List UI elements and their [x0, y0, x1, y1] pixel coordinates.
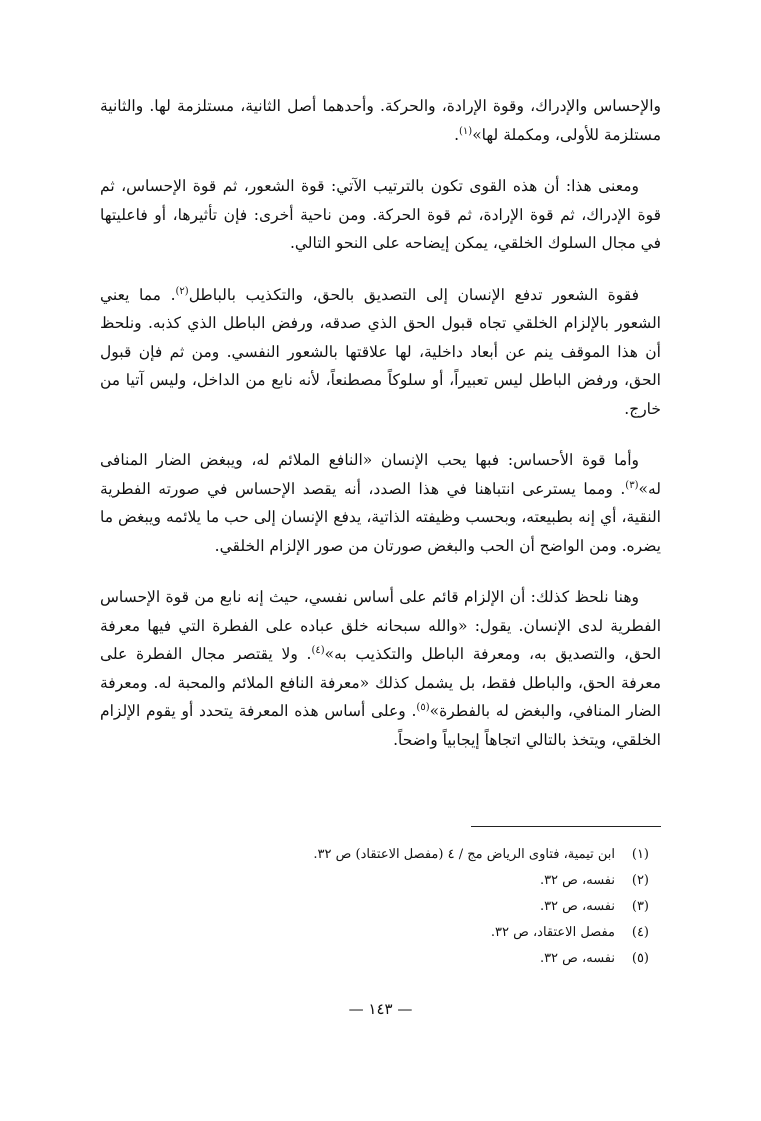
- footnote-text: نفسه، ص ٣٢.: [539, 873, 615, 888]
- paragraph-3-text: فقوة الشعور تدفع الإنسان إلى التصديق بالحق، والتكذيب بالباطل: [188, 285, 639, 304]
- paragraph-5-tail: . ولا يقتصر مجال الفطرة على معرفة الحق، والباطل فقط، بل يشمل كذلك «معرفة النافع الملائم والمحبة له. ومعرفة الضار المنافي، والبغض له بالفطرة»: [100, 645, 661, 720]
- footnote-item: [100, 868, 649, 894]
- footnote-divider: [471, 826, 661, 827]
- paragraph-4: [100, 446, 661, 560]
- footnote-ref-3[interactable]: (٣): [625, 479, 639, 491]
- footnote-item: [100, 920, 649, 946]
- paragraph-5: [100, 583, 661, 754]
- footnote-item: [100, 946, 649, 972]
- footnote-text: نفسه، ص ٣٢.: [539, 899, 615, 914]
- page-number: — ١٤٣ —: [348, 1000, 413, 1018]
- paragraph-2: [100, 172, 661, 258]
- footnote-item: [100, 894, 649, 920]
- footnote-ref-4[interactable]: (٤): [311, 644, 325, 656]
- paragraph-1: [100, 92, 661, 149]
- footnote-text: نفسه، ص ٣٢.: [539, 951, 615, 966]
- paragraph-4-tail: . ومما يسترعى انتباهنا في هذا الصدد، أنه يقصد الإحساس في صورته الفطرية النقية، أي إنه بطبيعته، وبحسب وظيفته الذاتية، يدفع الإنسان إلى حب ما يلائمه ويبغض ما يضره. ومن الواضح أن الحب والبغض صورتان من صور الإلزام الخلقي.: [100, 479, 661, 555]
- footnote-item: [100, 842, 649, 868]
- body-text: [100, 92, 661, 777]
- footnote-text: مفصل الاعتقاد، ص ٣٢.: [490, 925, 615, 940]
- footnote-number: (٥): [631, 951, 649, 966]
- footnote-number: (٢): [631, 873, 649, 888]
- paragraph-5-text: وهنا نلحظ كذلك: أن الإلزام قائم على أساس نفسي، حيث إنه نابع من قوة الإحساس الفطرية لدى الإنسان. يقول: «والله سبحانه خلق عباده على الفطرة التي فيها معرفة الحق، والتصديق به، ومعرفة الباطل والتكذيب به»: [100, 588, 662, 663]
- paragraph-4-text: وأما قوة الأحساس: فبها يحب الإنسان «النافع الملائم له، ويبغض الضار المنافى له»: [100, 451, 661, 498]
- paragraph-3: [100, 281, 661, 424]
- footnote-ref-5[interactable]: (٥): [416, 701, 430, 713]
- footnote-ref-2[interactable]: (٢): [175, 285, 189, 297]
- paragraph-1-tail: .: [454, 125, 459, 144]
- footnote-text: ابن تيمية، فتاوى الرياض مج / ٤ (مفصل الاعتقاد) ص ٣٢.: [313, 847, 615, 862]
- footnote-ref-1[interactable]: (١): [459, 125, 473, 137]
- footnote-number: (٤): [631, 925, 649, 940]
- footnotes-list: [100, 842, 649, 972]
- paragraph-5-tail-2: . وعلى أساس هذه المعرفة يتحدد أو يقوم الإلزام الخلقي، ويتخذ بالتالي اتجاهاً إيجابياً واضحاً.: [100, 702, 661, 749]
- footnote-number: (٣): [631, 899, 649, 914]
- paragraph-2-text: ومعنى هذا: أن هذه القوى تكون بالترتيب الآتي: قوة الشعور، ثم قوة الإحساس، ثم قوة الإدراك، ثم قوة الإرادة، ثم قوة الحركة. ومن ناحية أخرى: فإن تأثيرها، أو فاعليتها في مجال السلوك الخلقي، يمكن إيضاحه على النحو التالي.: [100, 177, 661, 252]
- paragraph-1-text: والإحساس والإدراك، وقوة الإرادة، والحركة. وأحدهما أصل الثانية، مستلزمة لها. والثانية مستلزمة للأولى، ومكملة لها»: [100, 97, 661, 144]
- footnote-number: (١): [631, 847, 649, 862]
- paragraph-3-tail: . مما يعني الشعور بالإلزام الخلقي تجاه قبول الحق الذي صدقه، ورفض الباطل الذي كذبه. ونلحظ أن هذا الموقف ينم عن أبعاد داخلية، لها علاقتها بالشعور النفسي. ومن ثم فإن قبول الحق، ورفض الباطل ليس تعبيراً، أو سلوكاً مصطنعاً، لأنه نابع من الداخل، وليس آتيا من خارج.: [100, 285, 661, 418]
